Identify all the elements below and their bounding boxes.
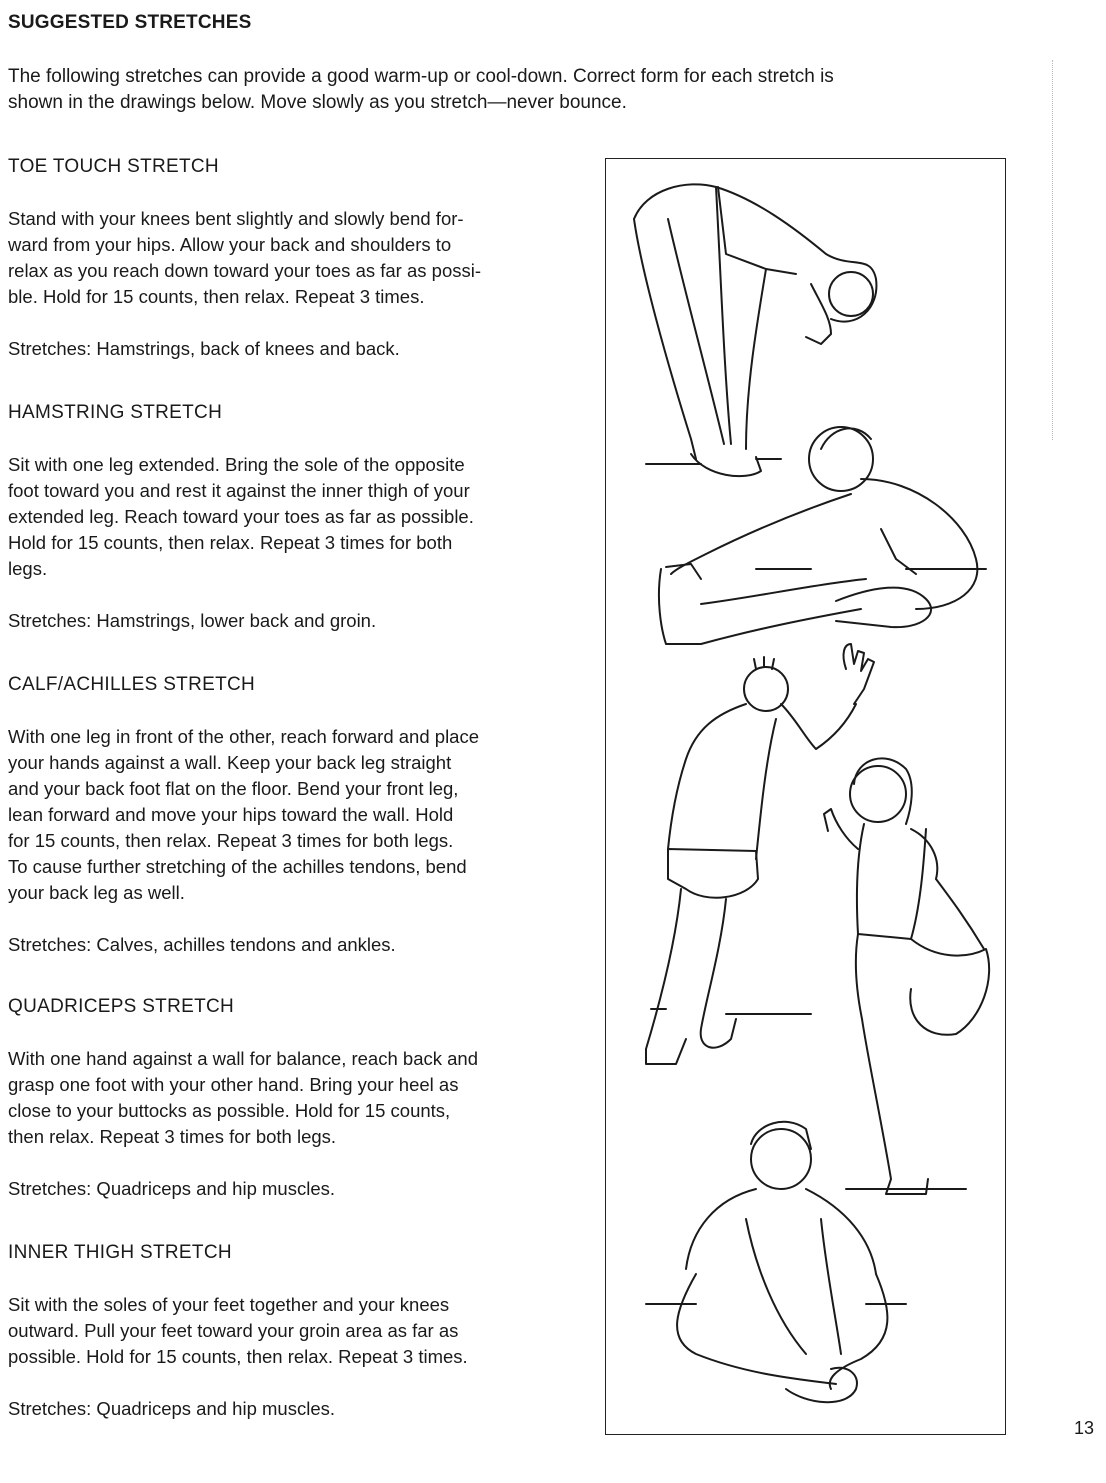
calf-achilles-stretch-figure-icon [646,644,874,1064]
body-line: close to your buttocks as possible. Hold for 15 counts, [8,1100,451,1121]
body-line: possible. Hold for 15 counts, then relax. Repeat 3 times. [8,1346,468,1367]
section-body [8,1292,578,1370]
quadriceps-stretch-figure-icon [824,758,989,1194]
section-quadriceps [8,996,578,1202]
section-body [8,1046,578,1150]
body-line: legs. [8,558,48,579]
hamstring-stretch-figure-icon [659,427,986,644]
intro-paragraph [8,64,1008,116]
body-line: relax as you reach down toward your toes as far as possi- [8,260,482,281]
section-targets: Stretches: Calves, achilles tendons and ankles. [8,934,396,955]
body-line: foot toward you and rest it against the inner thigh of your [8,480,470,501]
section-targets: Stretches: Hamstrings, back of knees and back. [8,338,400,359]
section-title: CALF/ACHILLES STRETCH [8,674,256,695]
section-inner-thigh [8,1242,578,1422]
margin-rule [1052,60,1053,440]
body-line: Sit with the soles of your feet together and your knees [8,1294,450,1315]
body-line: With one hand against a wall for balance, reach back and [8,1048,478,1069]
section-title: HAMSTRING STRETCH [8,402,223,423]
page-title: SUGGESTED STRETCHES [8,12,252,33]
section-hamstring [8,402,578,634]
page-number: 13 [1074,1418,1095,1438]
body-line: extended leg. Reach toward your toes as far as possible. [8,506,474,527]
section-targets: Stretches: Quadriceps and hip muscles. [8,1178,335,1199]
body-line: grasp one foot with your other hand. Bring your heel as [8,1074,459,1095]
body-line: With one leg in front of the other, reach forward and place [8,726,480,747]
body-line: ble. Hold for 15 counts, then relax. Repeat 3 times. [8,286,425,307]
section-body [8,206,578,310]
intro-line: shown in the drawings below. Move slowly as you stretch—never bounce. [8,92,627,113]
section-title: TOE TOUCH STRETCH [8,156,219,177]
inner-thigh-stretch-figure-icon [646,1122,906,1402]
body-line: Stand with your knees bent slightly and slowly bend for- [8,208,464,229]
section-body [8,452,578,582]
toe-touch-stretch-figure-icon [634,184,876,476]
body-line: ward from your hips. Allow your back and shoulders to [8,234,452,255]
body-line: your hands against a wall. Keep your back leg straight [8,752,452,773]
intro-line: The following stretches can provide a good warm-up or cool-down. Correct form for each stretch is [8,66,834,87]
section-title: INNER THIGH STRETCH [8,1242,232,1263]
body-line: outward. Pull your feet toward your groin area as far as [8,1320,459,1341]
body-line: and your back foot flat on the floor. Bend your front leg, [8,778,459,799]
section-calf-achilles [8,674,578,958]
body-line: for 15 counts, then relax. Repeat 3 times for both legs. [8,830,454,851]
section-toe-touch [8,156,578,362]
body-line: Sit with one leg extended. Bring the sole of the opposite [8,454,465,475]
stretch-illustrations-panel [605,158,1006,1435]
body-line: Hold for 15 counts, then relax. Repeat 3 times for both [8,532,453,553]
section-title: QUADRICEPS STRETCH [8,996,235,1017]
body-line: lean forward and move your hips toward the wall. Hold [8,804,454,825]
section-targets: Stretches: Hamstrings, lower back and groin. [8,610,377,631]
body-line: then relax. Repeat 3 times for both legs. [8,1126,337,1147]
section-targets: Stretches: Quadriceps and hip muscles. [8,1398,335,1419]
body-line: your back leg as well. [8,882,185,903]
section-body [8,724,578,906]
body-line: To cause further stretching of the achilles tendons, bend [8,856,467,877]
